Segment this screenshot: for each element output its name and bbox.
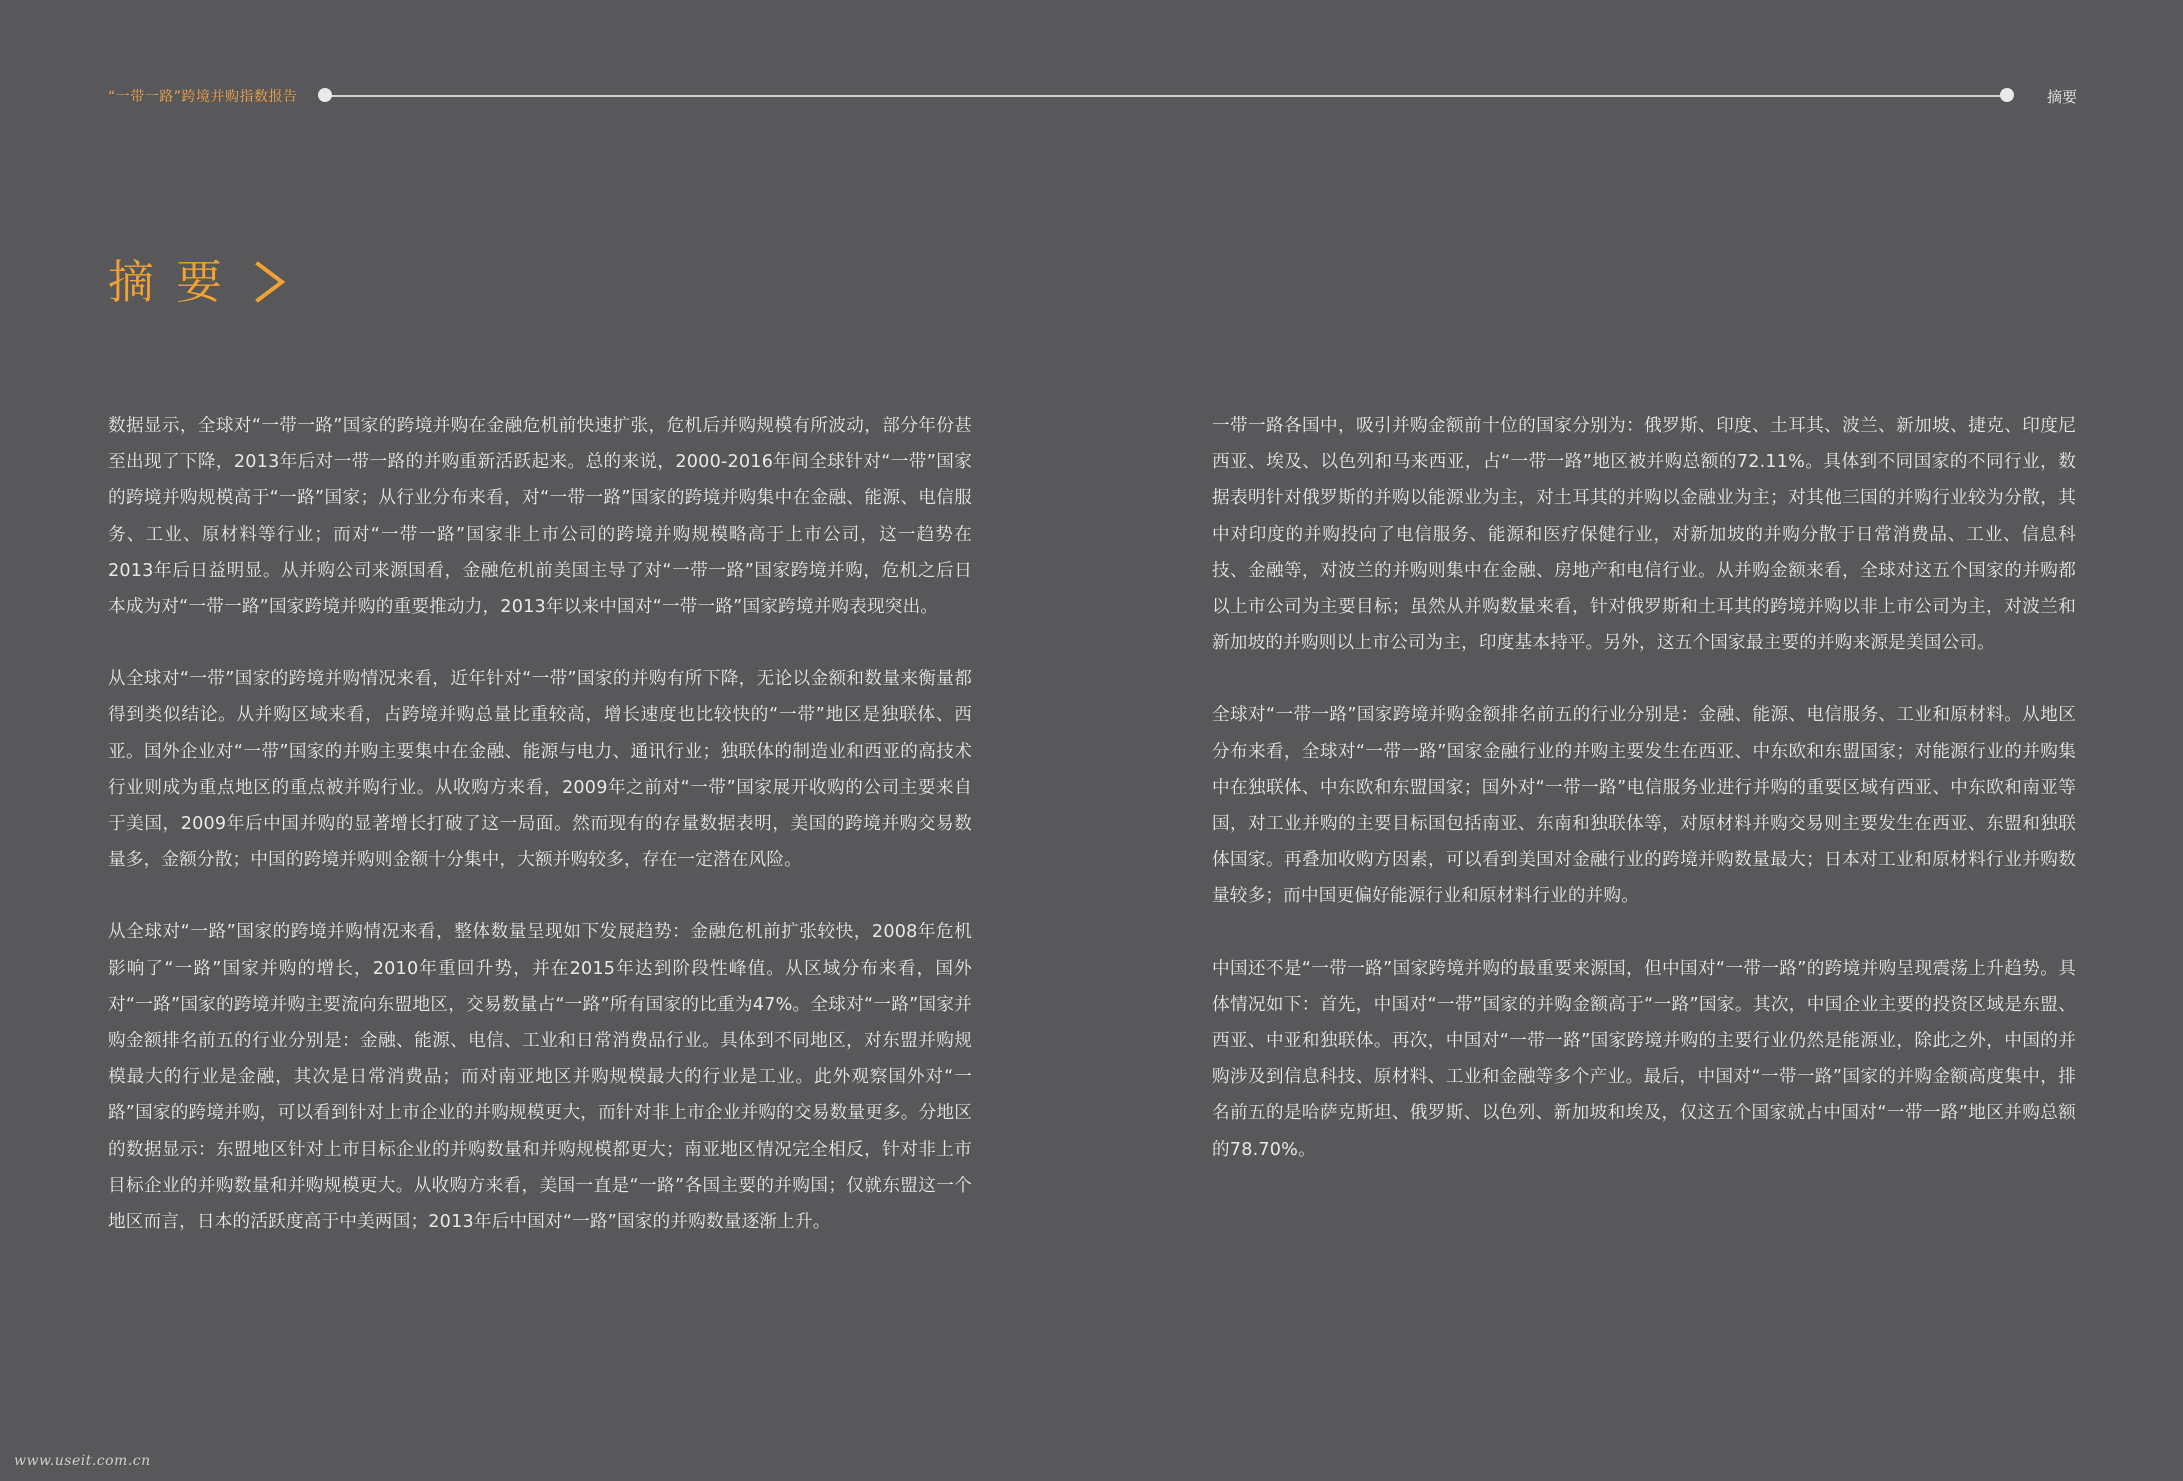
paragraph: 从全球对“一路”国家的跨境并购情况来看，整体数量呈现如下发展趋势：金融危机前扩张较快，2008年危机影响了“一路”国家并购的增长，2010年重回升势，并在2015年达到阶段性峰值。从区域分布来看，国外对“一路”国家的跨境并购主要流向东盟地区，交易数量占“一路”所有国家的比重为47%。全球对“一路”国家并购金额排名前五的行业分别是：金融、能源、电信、工业和日常消费品行业。具体到不同地区，对东盟并购规模最大的行业是金融，其次是日常消费品；而对南亚地区并购规模最大的行业是工业。此外观察国外对“一路”国家的跨境并购，可以看到针对上市企业的并购规模更大，而针对非上市企业并购的交易数量更多。分地区的数据显示：东盟地区针对上市目标企业的并购数量和并购规模都更大；南亚地区情况完全相反，针对非上市目标企业的并购数量和并购规模更大。从收购方来看，美国一直是“一路”各国主要的并购国；仅就东盟这一个地区而言，日本的活跃度高于中美两国；2013年后中国对“一路”国家的并购数量逐渐上升。: [108, 922, 972, 1233]
paragraph: 从全球对“一带”国家的跨境并购情况来看，近年针对“一带”国家的并购有所下降，无论以金额和数量来衡量都得到类似结论。从并购区域来看，占跨境并购总量比重较高，增长速度也比较快的“一带”地区是独联体、西亚。国外企业对“一带”国家的并购主要集中在金融、能源与电力、通讯行业；独联体的制造业和西亚的高技术行业则成为重点地区的重点被并购行业。从收购方来看，2009年之前对“一带”国家展开收购的公司主要来自于美国，2009年后中国并购的显著增长打破了这一局面。然而现有的存量数据表明，美国的跨境并购交易数量多，金额分散；中国的跨境并购则金额十分集中，大额并购较多，存在一定潜在风险。: [108, 669, 972, 871]
header-divider-left-dot: [318, 88, 332, 102]
paragraph: 全球对“一带一路”国家跨境并购金额排名前五的行业分别是：金融、能源、电信服务、工业和原材料。从地区分布来看，全球对“一带一路”国家金融行业的并购主要发生在西亚、中东欧和东盟国家；对能源行业的并购集中在独联体、中东欧和东盟国家；国外对“一带一路”电信服务业进行并购的重要区域有西亚、中东欧和南亚等国，对工业并购的主要目标国包括南亚、东南和独联体等，对原材料并购交易则主要发生在西亚、东盟和独联体国家。再叠加收购方因素，可以看到美国对金融行业的跨境并购数量最大；日本对工业和原材料行业并购数量较多；而中国更偏好能源行业和原材料行业的并购。: [1212, 705, 2076, 907]
watermark: www.useit.com.cn: [14, 1453, 151, 1469]
page-title: [108, 255, 290, 309]
page-title-text: 摘要: [108, 255, 244, 309]
report-title: “一带一路”跨境并购指数报告: [108, 89, 298, 105]
paragraph: 数据显示，全球对“一带一路”国家的跨境并购在金融危机前快速扩张，危机后并购规模有所波动，部分年份甚至出现了下降，2013年后对一带一路的并购重新活跃起来。总的来说，2000-2016年间全球针对“一带”国家的跨境并购规模高于“一路”国家；从行业分布来看，对“一带一路”国家的跨境并购集中在金融、能源、电信服务、工业、原材料等行业；而对“一带一路”国家非上市公司的跨境并购规模略高于上市公司，这一趋势在2013年后日益明显。从并购公司来源国看，金融危机前美国主导了对“一带一路”国家跨境并购，危机之后日本成为对“一带一路”国家跨境并购的重要推动力，2013年以来中国对“一带一路”国家跨境并购表现突出。: [108, 416, 972, 618]
section-label: 摘要: [2047, 88, 2078, 106]
right-column: [1212, 408, 2076, 1204]
paragraph: 一带一路各国中，吸引并购金额前十位的国家分别为：俄罗斯、印度、土耳其、波兰、新加坡、捷克、印度尼西亚、埃及、以色列和马来西亚，占“一带一路”地区被并购总额的72.11%。具体到不同国家的不同行业，数据表明针对俄罗斯的并购以能源业为主，对土耳其的并购以金融业为主；对其他三国的并购行业较为分散，其中对印度的并购投向了电信服务、能源和医疗保健行业，对新加坡的并购分散于日常消费品、工业、信息科技、金融等，对波兰的并购则集中在金融、房地产和电信行业。从并购金额来看，全球对这五个国家的并购都以上市公司为主要目标；虽然从并购数量来看，针对俄罗斯和土耳其的跨境并购以非上市公司为主，对波兰和新加坡的并购则以上市公司为主，印度基本持平。另外，这五个国家最主要的并购来源是美国公司。: [1212, 416, 2076, 654]
chevron-right-icon: [250, 258, 290, 306]
left-column: [108, 408, 972, 1276]
paragraph: 中国还不是“一带一路”国家跨境并购的最重要来源国，但中国对“一带一路”的跨境并购呈现震荡上升趋势。具体情况如下：首先，中国对“一带”国家的并购金额高于“一路”国家。其次，中国企业主要的投资区域是东盟、西亚、中亚和独联体。再次，中国对“一带一路”国家跨境并购的主要行业仍然是能源业，除此之外，中国的并购涉及到信息科技、原材料、工业和金融等多个产业。最后，中国对“一带一路”国家的并购金额高度集中，排名前五的是哈萨克斯坦、俄罗斯、以色列、新加坡和埃及，仅这五个国家就占中国对“一带一路”地区并购总额的78.70%。: [1212, 958, 2076, 1160]
header-divider: [325, 95, 2008, 97]
header-divider-right-dot: [2000, 88, 2014, 102]
